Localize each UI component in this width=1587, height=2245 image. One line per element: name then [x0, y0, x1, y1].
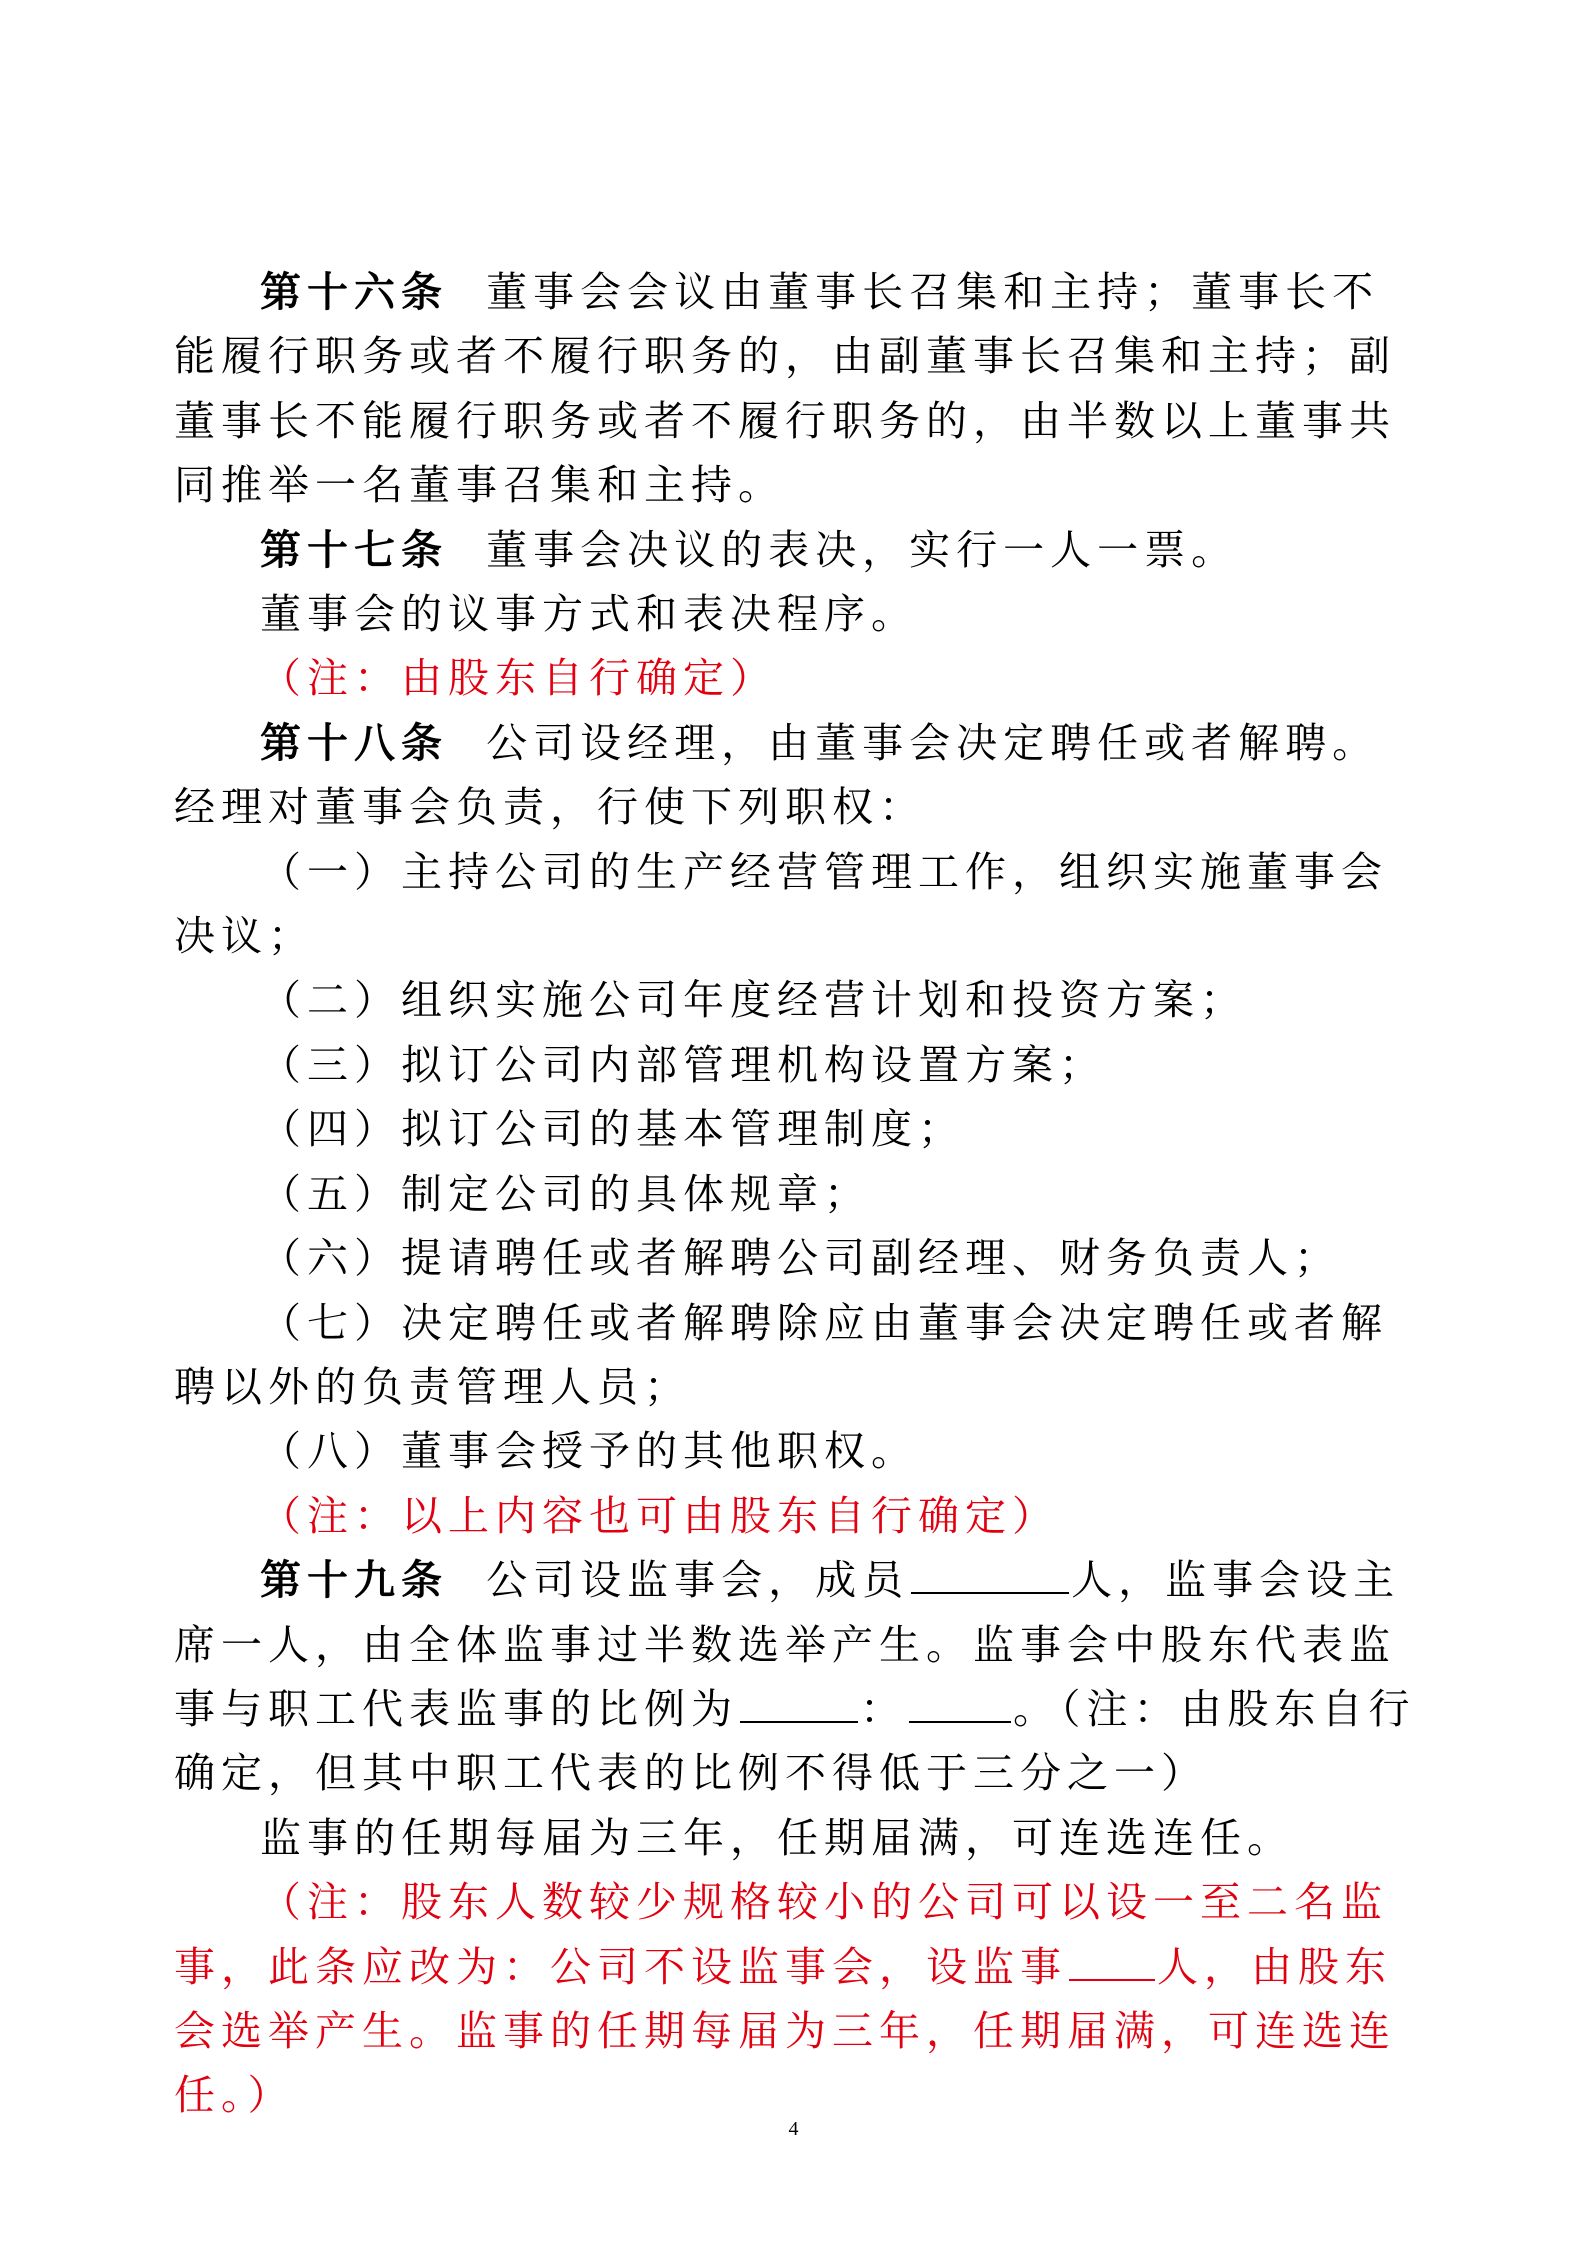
- article-19: [174, 1548, 1424, 1806]
- article-19-note-a: （注：股东人数较少规格较小的公司可以设一至二名监事，此条应改为：公司不设监事会，设监事: [174, 1878, 1388, 1991]
- article-18-item-2: （二）组织实施公司年度经营计划和投资方案；: [260, 976, 1247, 1025]
- article-17-text: 董事会决议的表决，实行一人一票。: [486, 525, 1239, 574]
- supervisor-count-blank: [1069, 1945, 1155, 1981]
- article-19-inline-note: （注：由股东自行确定，但其中职工代表的比例不得低于三分之一）: [174, 1684, 1416, 1798]
- article-16-label: 第十六条: [260, 268, 448, 316]
- article-18-item-8: （八）董事会授予的其他职权。: [260, 1427, 918, 1476]
- article-19-text-c: ：: [860, 1684, 907, 1733]
- article-17-note: （注：由股东自行确定）: [260, 654, 777, 703]
- article-19-paragraph-2: 监事的任期每届为三年，任期届满，可连选连任。: [260, 1813, 1294, 1862]
- member-count-blank: [911, 1558, 1069, 1594]
- article-16: [174, 260, 1424, 518]
- article-16-text: 董事会会议由董事长召集和主持；董事长不能履行职务或者不履行职务的，由副董事长召集和主持；副董事长不能履行职务或者不履行职务的，由半数以上董事共同推举一名董事召集和主持。: [174, 268, 1396, 510]
- page-number: 4: [788, 2118, 799, 2140]
- article-17-label: 第十七条: [260, 525, 448, 574]
- article-18: [174, 711, 1424, 840]
- article-18-text: 公司设经理，由董事会决定聘任或者解聘。经理对董事会负责，行使下列职权：: [174, 718, 1380, 832]
- article-18-note: （注：以上内容也可由股东自行确定）: [260, 1491, 1059, 1540]
- article-18-item-1: （一）主持公司的生产经营管理工作，组织实施董事会决议；: [174, 847, 1388, 961]
- article-19-note-b: 人，由股东会选举产生。监事的任期每届为三年，任期届满，可连选连任。）: [174, 1942, 1396, 2120]
- article-19-text-b: 人，监事会设主席一人，由全体监事过半数选举产生。监事会中股东代表监事与职工代表监事的比例为: [174, 1556, 1401, 1733]
- article-17: [174, 518, 1424, 582]
- ratio-shareholder-blank: [740, 1687, 858, 1723]
- article-18-item-5: （五）制定公司的具体规章；: [260, 1169, 871, 1218]
- article-18-item-6: （六）提请聘任或者解聘公司副经理、财务负责人；: [260, 1234, 1341, 1283]
- article-18-label: 第十八条: [260, 718, 448, 767]
- article-18-item-7: （七）决定聘任或者解聘除应由董事会决定聘任或者解聘以外的负责管理人员；: [174, 1298, 1388, 1411]
- article-18-item-4: （四）拟订公司的基本管理制度；: [260, 1105, 965, 1154]
- ratio-employee-blank: [909, 1687, 1011, 1723]
- article-19-text-d: 。: [1013, 1684, 1060, 1733]
- article-19-note: [174, 1870, 1424, 2128]
- article-18-item-3: （三）拟订公司内部管理机构设置方案；: [260, 1040, 1106, 1089]
- document-body: [174, 260, 1424, 2128]
- article-17-paragraph-2: 董事会的议事方式和表决程序。: [260, 590, 918, 639]
- article-19-text-a: 公司设监事会，成员: [486, 1556, 910, 1605]
- article-19-label: 第十九条: [260, 1556, 448, 1605]
